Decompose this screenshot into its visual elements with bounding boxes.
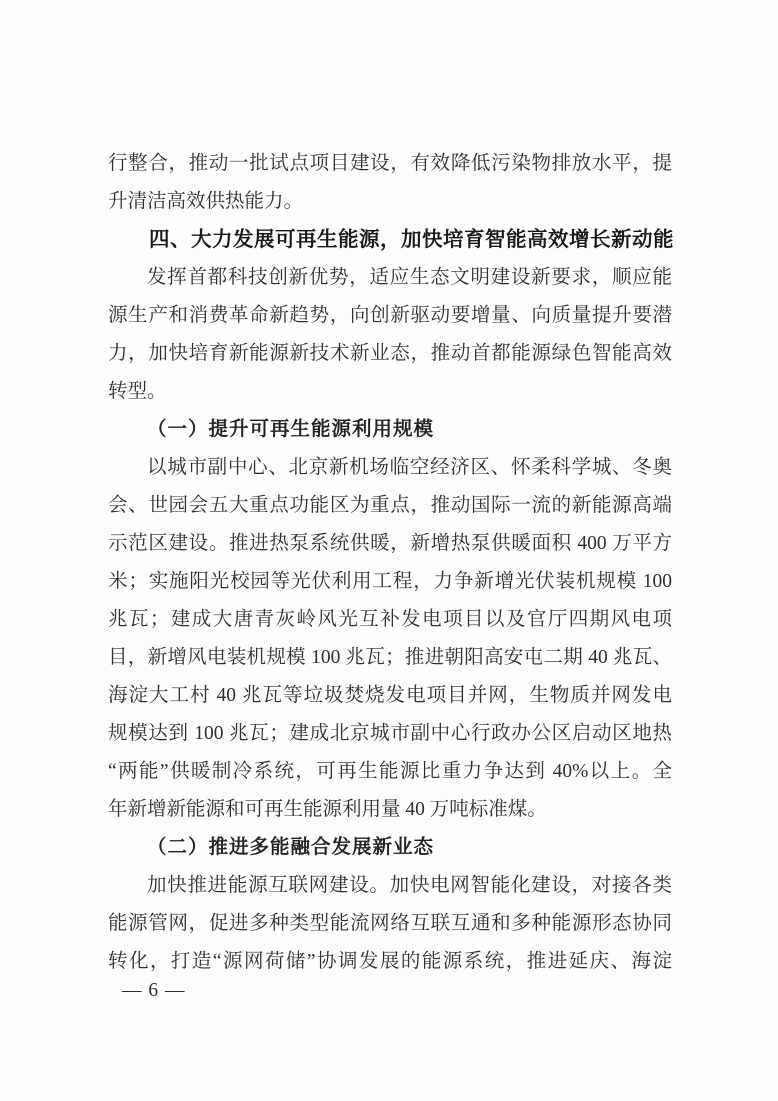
text-line: 力，加快培育新能源新技术新业态，推动首都能源绿色智能高效	[108, 343, 672, 364]
document-body	[108, 145, 672, 981]
text-line: 能源管网，促进多种类型能流网络互联互通和多种能源形态协同	[108, 913, 672, 934]
text-line: 会、世园会五大重点功能区为重点，推动国际一流的新能源高端	[108, 495, 672, 516]
text-line: 加快推进能源互联网建设。加快电网智能化建设，对接各类	[147, 875, 672, 896]
text-line: 升清洁高效供热能力。	[108, 191, 304, 212]
text-line: 目，新增风电装机规模 100 兆瓦；推进朝阳高安屯二期 40 兆瓦、	[108, 647, 672, 668]
text-line: 转型。	[108, 381, 167, 402]
text-line: 海淀大工村 40 兆瓦等垃圾焚烧发电项目并网，生物质并网发电	[108, 685, 672, 706]
text-line: 转化，打造“源网荷储”协调发展的能源系统，推进延庆、海淀	[108, 951, 672, 972]
page-number: — 6 —	[122, 980, 186, 1001]
text-line: 以城市副中心、北京新机场临空经济区、怀柔科学城、冬奥	[147, 457, 672, 478]
text-line: 示范区建设。推进热泵系统供暖，新增热泵供暖面积 400 万平方	[108, 533, 672, 554]
text-line: 源生产和消费革命新趋势，向创新驱动要增量、向质量提升要潜	[108, 305, 672, 326]
text-line: 规模达到 100 兆瓦；建成北京城市副中心行政办公区启动区地热	[108, 723, 672, 744]
text-line: 米；实施阳光校园等光伏利用工程，力争新增光伏装机规模 100	[108, 571, 672, 592]
section-heading: 四、大力发展可再生能源，加快培育智能高效增长新动能	[149, 228, 674, 251]
text-line: 年新增新能源和可再生能源利用量 40 万吨标准煤。	[108, 799, 547, 820]
text-line: 发挥首都科技创新优势，适应生态文明建设新要求，顺应能	[147, 267, 672, 288]
text-line: 兆瓦；建成大唐青灰岭风光互补发电项目以及官厅四期风电项	[108, 609, 672, 630]
subsection-heading: （二）推进多能融合发展新业态	[147, 837, 435, 858]
text-line: 行整合，推动一批试点项目建设，有效降低污染物排放水平，提	[108, 153, 672, 174]
subsection-heading: （一）提升可再生能源利用规模	[147, 419, 435, 440]
text-line: “两能”供暖制冷系统，可再生能源比重力争达到 40%以上。全	[108, 761, 672, 782]
